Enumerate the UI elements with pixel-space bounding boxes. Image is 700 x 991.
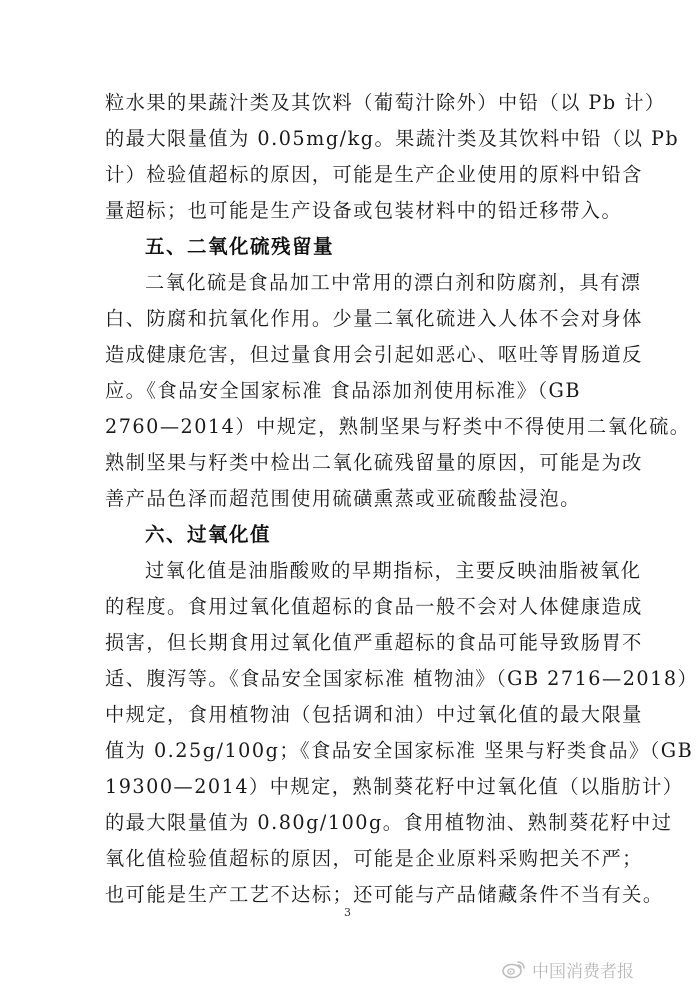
section-heading-sulfur-dioxide: 五、二氧化硫残留量: [145, 235, 335, 258]
weibo-icon: [502, 959, 526, 979]
paragraph-line: 也可能是生产工艺不达标；还可能与产品储藏条件不当有关。: [105, 883, 664, 906]
page-number: 3: [344, 906, 351, 919]
paragraph-line: 熟制坚果与籽类中检出二氧化硫残留量的原因，可能是为改: [105, 451, 643, 474]
paragraph-line: 过氧化值是油脂酸败的早期指标，主要反映油脂被氧化: [145, 559, 642, 582]
section-heading-peroxide-value: 六、过氧化值: [145, 523, 272, 546]
paragraph-line: 的最大限量值为 0.05mg/kg。果蔬汁类及其饮料中铅（以 Pb: [105, 127, 680, 150]
paragraph-line: 白、防腐和抗氧化作用。少量二氧化硫进入人体不会对身体: [105, 307, 643, 330]
paragraph-line: 适、腹泻等。《食品安全国家标准 植物油》（GB 2716—2018）: [105, 667, 699, 690]
paragraph-line: 粒水果的果蔬汁类及其饮料（葡萄汁除外）中铅（以 Pb 计）: [105, 91, 666, 114]
paragraph-line: 的最大限量值为 0.80g/100g。食用植物油、熟制葵花籽中过: [105, 811, 673, 834]
paragraph-line: 计）检验值超标的原因，可能是生产企业使用的原料中铅含: [105, 163, 643, 186]
paragraph-line: 二氧化硫是食品加工中常用的漂白剂和防腐剂，具有漂: [145, 271, 642, 294]
watermark-text: 中国消费者报: [532, 961, 634, 982]
paragraph-line: 量超标；也可能是生产设备或包装材料中的铅迁移带入。: [105, 199, 623, 222]
paragraph-line: 中规定，食用植物油（包括调和油）中过氧化值的最大限量: [105, 703, 643, 726]
paragraph-line: 善产品色泽而超范围使用硫磺熏蒸或亚硫酸盐浸泡。: [105, 487, 581, 510]
paragraph-line: 的程度。食用过氧化值超标的食品一般不会对人体健康造成: [105, 595, 643, 618]
paragraph-line: 2760—2014）中规定，熟制坚果与籽类中不得使用二氧化硫。: [105, 415, 691, 438]
paragraph-line: 19300—2014）中规定，熟制葵花籽中过氧化值（以脂肪计）: [105, 775, 684, 798]
watermark: [502, 956, 634, 982]
paragraph-line: 值为 0.25g/100g；《食品安全国家标准 坚果与籽类食品》（GB: [105, 739, 694, 762]
paragraph-line: 损害，但长期食用过氧化值严重超标的食品可能导致肠胃不: [105, 631, 643, 654]
paragraph-line: 氧化值检验值超标的原因，可能是企业原料采购把关不严；: [105, 847, 643, 870]
paragraph-line: 应。《食品安全国家标准 食品添加剂使用标准》（GB: [105, 379, 581, 402]
paragraph-line: 造成健康危害，但过量食用会引起如恶心、呕吐等胃肠道反: [105, 343, 643, 366]
